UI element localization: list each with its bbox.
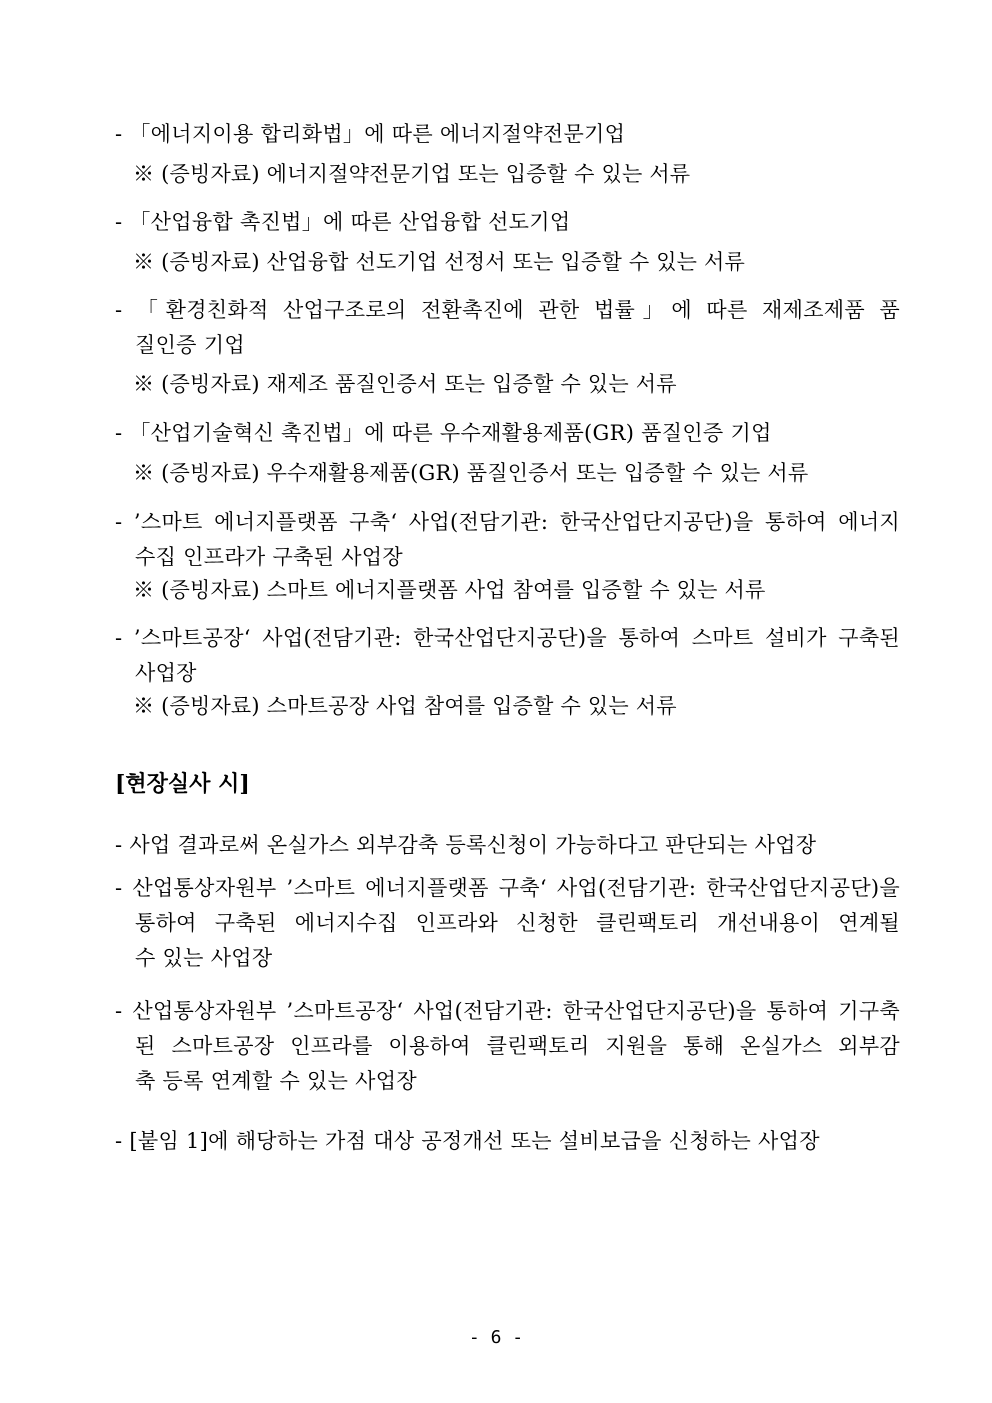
list-item [115, 117, 900, 152]
list-item-line: - [붙임 1]에 해당하는 가점 대상 공정개선 또는 설비보급을 신청하는 사업장 [115, 1129, 820, 1153]
list-item-line: 된 스마트공장 인프라를 이용하여 클린팩토리 지원을 통해 온실가스 외부감 [135, 1034, 900, 1058]
page-number: - 6 - [468, 1327, 524, 1348]
list-item-line: 사업장 [135, 661, 197, 685]
list-item-line: - 산업통상자원부 ’스마트 에너지플랫폼 구축‘ 사업(전담기관: 한국산업단지공단)을 [115, 876, 900, 900]
list-item-line: 통하여 구축된 에너지수집 인프라와 신청한 클린팩토리 개선내용이 연계될 [135, 911, 900, 935]
list-item [115, 871, 900, 976]
list-item-line: 수 있는 사업장 [135, 946, 273, 970]
section-heading: [현장실사 시] [115, 771, 250, 797]
evidence-note: ※ (증빙자료) 산업융합 선도기업 선정서 또는 입증할 수 있는 서류 [133, 250, 746, 274]
list-item-line: 수집 인프라가 구축된 사업장 [135, 545, 403, 569]
list-item [115, 205, 900, 240]
list-item-line: - 사업 결과로써 온실가스 외부감축 등록신청이 가능하다고 판단되는 사업장 [115, 833, 817, 857]
evidence-note: ※ (증빙자료) 에너지절약전문기업 또는 입증할 수 있는 서류 [133, 162, 691, 186]
evidence-note: ※ (증빙자료) 우수재활용제품(GR) 품질인증서 또는 입증할 수 있는 서류 [133, 461, 809, 485]
list-item-line: - 「산업융합 촉진법」에 따른 산업융합 선도기업 [115, 210, 571, 234]
list-item-line: - ’스마트공장‘ 사업(전담기관: 한국산업단지공단)을 통하여 스마트 설비가 구축된 [115, 626, 900, 650]
evidence-note: ※ (증빙자료) 스마트 에너지플랫폼 사업 참여를 입증할 수 있는 서류 [133, 578, 766, 602]
list-item [115, 505, 900, 575]
list-item-line: - 「에너지이용 합리화법」에 따른 에너지절약전문기업 [115, 122, 626, 146]
list-item-line: - 「환경친화적 산업구조로의 전환촉진에 관한 법률」에 따른 재제조제품 품 [115, 298, 900, 322]
list-item [115, 416, 900, 451]
list-item [115, 621, 900, 691]
list-item-line: 축 등록 연계할 수 있는 사업장 [135, 1069, 417, 1093]
list-item [115, 1124, 900, 1159]
list-item-line: - 「산업기술혁신 촉진법」에 따른 우수재활용제품(GR) 품질인증 기업 [115, 421, 772, 445]
evidence-note: ※ (증빙자료) 스마트공장 사업 참여를 입증할 수 있는 서류 [133, 694, 677, 718]
list-item-line: - ’스마트 에너지플랫폼 구축‘ 사업(전담기관: 한국산업단지공단)을 통하여 에너지 [115, 510, 900, 534]
list-item [115, 994, 900, 1099]
evidence-note: ※ (증빙자료) 재제조 품질인증서 또는 입증할 수 있는 서류 [133, 372, 677, 396]
list-item [115, 828, 900, 863]
list-item-line: - 산업통상자원부 ’스마트공장‘ 사업(전담기관: 한국산업단지공단)을 통하여 기구축 [115, 999, 900, 1023]
list-item [115, 293, 900, 363]
list-item-line: 질인증 기업 [135, 333, 245, 357]
